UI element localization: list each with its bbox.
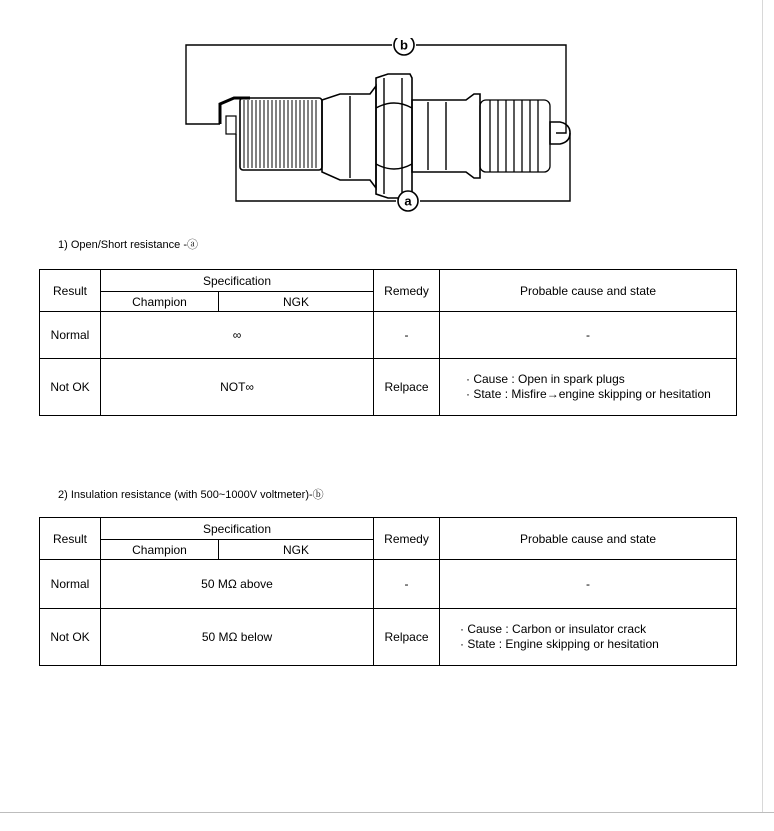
wire-a-right <box>420 133 570 201</box>
page-right-rule <box>762 0 763 812</box>
header-cause: Probable cause and state <box>440 270 737 312</box>
wire-b-right <box>416 45 566 133</box>
row-cause: - <box>440 312 737 359</box>
header-ngk: NGK <box>219 292 374 312</box>
state-line: · State : Misfire→engine skipping or hesitation <box>466 387 711 401</box>
row-remedy: Relpace <box>374 359 440 416</box>
svg-text:a: a <box>404 193 412 209</box>
ground-electrode <box>220 98 250 124</box>
header-champion: Champion <box>101 292 219 312</box>
header-specification: Specification <box>101 270 374 292</box>
cause-line: · Cause : Open in spark plugs <box>466 372 625 386</box>
header-remedy: Remedy <box>374 518 440 560</box>
section1-title: 1) Open/Short resistance -ⓐ <box>58 239 199 251</box>
table-row <box>40 609 737 666</box>
row-cause: - <box>440 560 737 609</box>
state-line: · State : Engine skipping or hesitation <box>460 637 659 651</box>
page-bottom-rule <box>0 812 774 813</box>
header-cause: Probable cause and state <box>440 518 737 560</box>
row-remedy: - <box>374 312 440 359</box>
header-result: Result <box>40 270 101 312</box>
table-row <box>40 312 737 359</box>
table-row <box>40 560 737 609</box>
row-cause <box>440 359 737 416</box>
table-row <box>40 359 737 416</box>
row-result: Normal <box>40 312 101 359</box>
row-spec: 50 MΩ below <box>101 609 374 666</box>
svg-text:b: b <box>400 38 408 53</box>
header-ngk: NGK <box>219 540 374 560</box>
row-result: Not OK <box>40 609 101 666</box>
row-result: Not OK <box>40 359 101 416</box>
header-champion: Champion <box>101 540 219 560</box>
header-specification: Specification <box>101 518 374 540</box>
callout-b <box>394 38 414 55</box>
header-remedy: Remedy <box>374 270 440 312</box>
wire-b-left <box>186 45 392 124</box>
row-result: Normal <box>40 560 101 609</box>
row-spec: 50 MΩ above <box>101 560 374 609</box>
callout-a <box>398 191 418 211</box>
row-cause <box>440 609 737 666</box>
row-spec: ∞ <box>101 312 374 359</box>
row-remedy: Relpace <box>374 609 440 666</box>
row-spec: NOT∞ <box>101 359 374 416</box>
plug-shell <box>322 86 376 188</box>
insulation-table <box>39 517 737 666</box>
plug-hex <box>376 74 412 198</box>
header-result: Result <box>40 518 101 560</box>
center-electrode <box>226 116 236 134</box>
row-remedy: - <box>374 560 440 609</box>
spark-plug-diagram <box>180 38 590 218</box>
cause-line: · Cause : Carbon or insulator crack <box>460 622 647 636</box>
open-short-table <box>39 269 737 416</box>
insulator-ribs <box>480 100 550 172</box>
section2-title: 2) Insulation resistance (with 500~1000V voltmeter)-ⓑ <box>58 489 324 501</box>
